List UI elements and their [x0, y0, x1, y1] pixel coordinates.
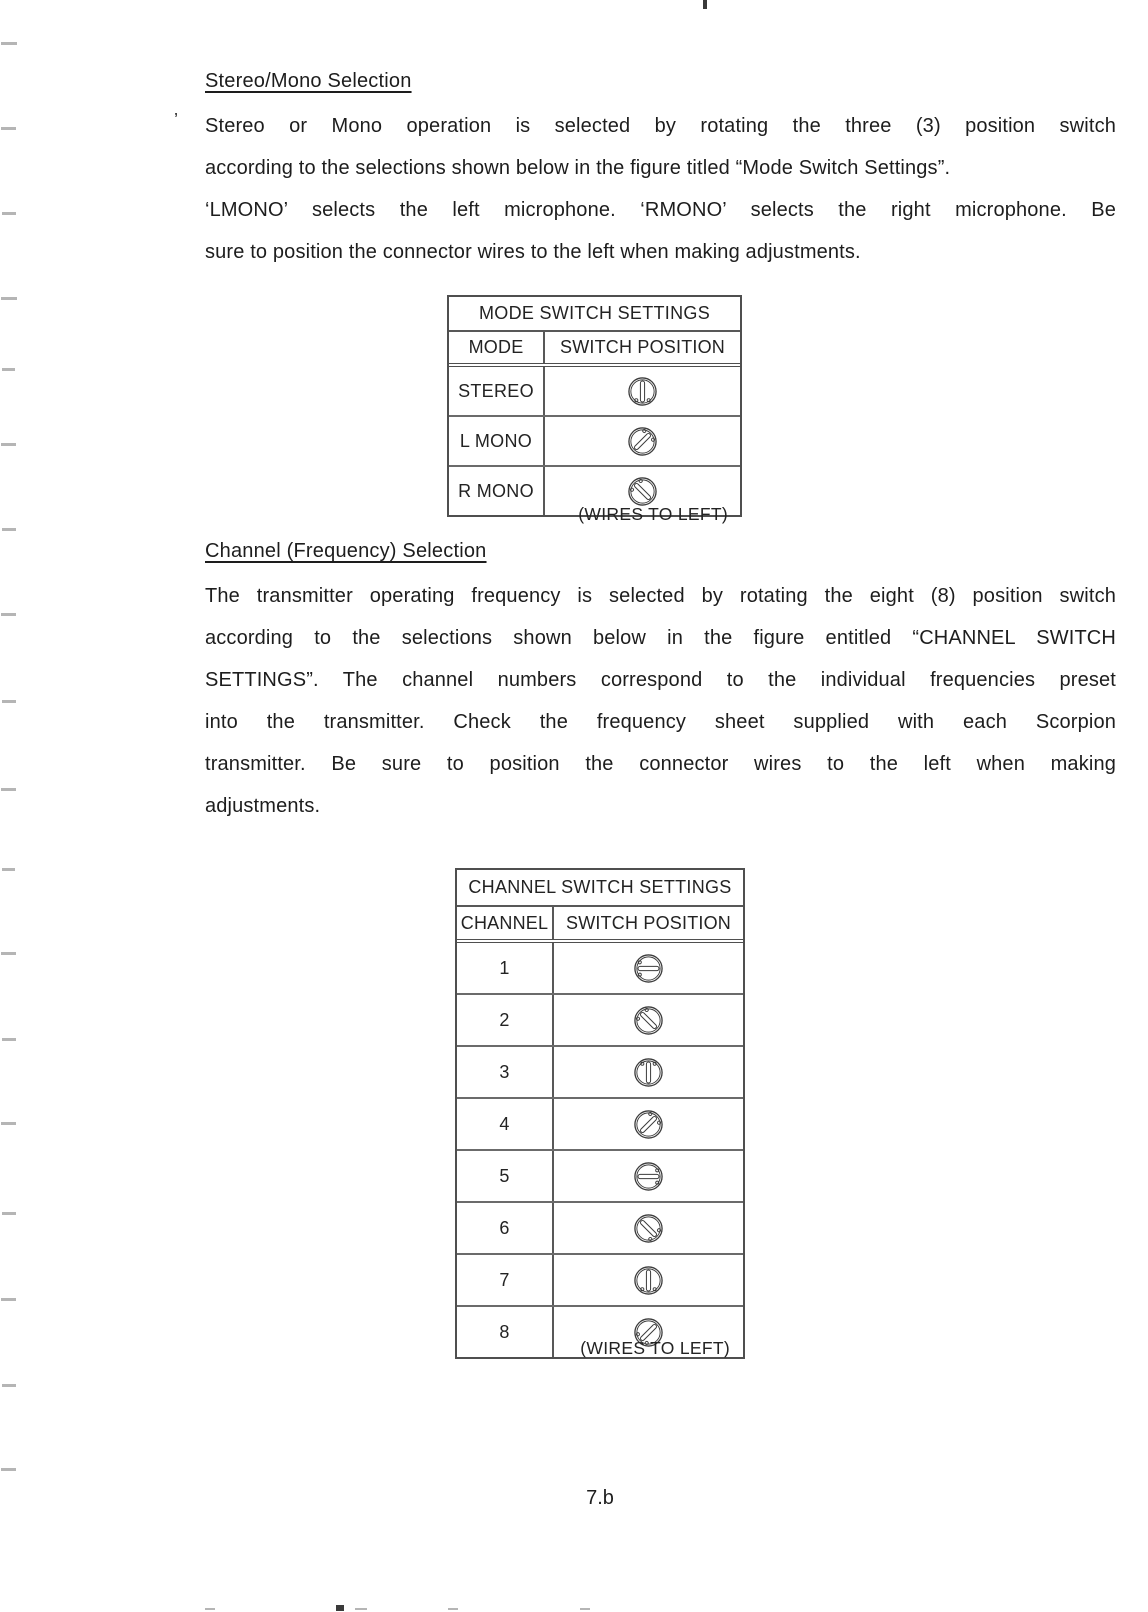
channel-table-title: CHANNEL SWITCH SETTINGS: [457, 870, 743, 907]
row-label: 2: [457, 995, 554, 1045]
rotary-switch-icon: [630, 950, 667, 987]
paragraph-stereo-mono: [205, 105, 1116, 273]
scan-artifact: [448, 1608, 458, 1610]
channel-table-header: [457, 907, 743, 943]
scan-artifact: [205, 1608, 215, 1610]
scan-artifact: [1, 297, 17, 300]
switch-position-cell: [554, 995, 743, 1045]
scan-artifact: [2, 1384, 16, 1387]
row-label: R MONO: [449, 467, 545, 515]
scan-artifact: [1, 127, 16, 130]
mode-table-col-mode: MODE: [449, 332, 545, 363]
switch-position-cell: [545, 367, 740, 415]
paragraph-line: The transmitter operating frequency is selected by rotating the eight (8) position switch: [205, 585, 1116, 607]
scan-artifact: [2, 1212, 16, 1215]
scan-artifact: [580, 1608, 590, 1610]
switch-position-cell: [554, 1047, 743, 1097]
channel-table-body: [457, 943, 743, 1357]
switch-position-cell: [554, 1255, 743, 1305]
mode-table-title: MODE SWITCH SETTINGS: [449, 297, 740, 332]
rotary-switch-icon: [630, 1002, 667, 1039]
paragraph-line: transmitter. Be sure to position the connector wires to the left when making: [205, 753, 1116, 775]
scan-artifact: [2, 700, 16, 703]
row-label: L MONO: [449, 417, 545, 465]
scan-artifact: [1, 952, 16, 955]
rotary-switch-icon: [630, 1262, 667, 1299]
row-label: 6: [457, 1203, 554, 1253]
paragraph-line: Stereo or Mono operation is selected by rotating the three (3) position switch: [205, 115, 1116, 137]
row-label: 4: [457, 1099, 554, 1149]
paragraph-line: sure to position the connector wires to the left when making adjustments.: [205, 241, 861, 263]
paragraph-line: adjustments.: [205, 795, 321, 817]
rotary-switch-icon: [624, 373, 661, 410]
channel-table-footnote: (WIRES TO LEFT): [580, 1338, 730, 1358]
channel-table-col-switch-position: SWITCH POSITION: [566, 912, 731, 933]
scan-artifact: [2, 528, 16, 531]
scan-artifact: [2, 212, 16, 215]
channel-switch-settings-table: [455, 868, 745, 1359]
switch-position-cell: [554, 1203, 743, 1253]
row-label: 1: [457, 943, 554, 993]
table-row: [457, 1151, 743, 1203]
paragraph-line: into the transmitter. Check the frequency sheet supplied with each Scorpion: [205, 711, 1116, 733]
rotary-switch-icon: [630, 1158, 667, 1195]
mode-table-col-switch-position: SWITCH POSITION: [560, 337, 725, 357]
page-number: 7.b: [586, 1487, 614, 1509]
paragraph-line: SETTINGS”. The channel numbers correspond to the individual frequencies preset: [205, 669, 1116, 691]
scan-artifact: [2, 1038, 16, 1041]
table-row: [457, 1099, 743, 1151]
paragraph-line: ‘LMONO’ selects the left microphone. ‘RMONO’ selects the right microphone. Be: [205, 199, 1116, 221]
row-label: 3: [457, 1047, 554, 1097]
scan-artifact: [1, 788, 16, 791]
rotary-switch-icon: [630, 1106, 667, 1143]
rotary-switch-icon: [630, 1054, 667, 1091]
table-row: [457, 943, 743, 995]
scan-artifact: [2, 368, 15, 371]
scan-artifact: [2, 868, 15, 871]
section-heading-stereo-mono: Stereo/Mono Selection: [205, 70, 412, 92]
rotary-switch-icon: [624, 423, 661, 460]
row-label: STEREO: [449, 367, 545, 415]
stray-mark: ’: [174, 110, 178, 130]
scan-artifact: [1, 1468, 16, 1471]
mode-table-header: [449, 332, 740, 367]
paragraph-line: according to the selections shown below in the figure entitled “CHANNEL SWITCH: [205, 627, 1116, 649]
row-label: 7: [457, 1255, 554, 1305]
channel-table-col-channel: CHANNEL: [457, 907, 554, 939]
row-label: 5: [457, 1151, 554, 1201]
scan-artifact: [1, 1122, 16, 1125]
scan-artifact: [1, 613, 16, 616]
table-row: [449, 417, 740, 467]
table-row: [457, 1255, 743, 1307]
mode-switch-settings-table: [447, 295, 742, 517]
switch-position-cell: [545, 417, 740, 465]
switch-position-cell: [554, 943, 743, 993]
table-row: [457, 1047, 743, 1099]
scan-artifact: [355, 1608, 367, 1610]
section-heading-channel-selection: Channel (Frequency) Selection: [205, 540, 487, 562]
switch-position-cell: [554, 1099, 743, 1149]
mode-table-footnote: (WIRES TO LEFT): [578, 504, 728, 524]
paragraph-line: according to the selections shown below in the figure titled “Mode Switch Settings”.: [205, 157, 951, 179]
table-row: [449, 367, 740, 417]
table-row: [457, 995, 743, 1047]
switch-position-cell: [554, 1151, 743, 1201]
scan-artifact: [336, 1605, 344, 1611]
table-row: [457, 1203, 743, 1255]
scan-artifact: [1, 1298, 16, 1301]
scan-artifact: [1, 443, 16, 446]
paragraph-channel-selection: [205, 575, 1116, 827]
row-label: 8: [457, 1307, 554, 1357]
mode-table-body: [449, 367, 740, 515]
scan-artifact: [703, 0, 707, 9]
scan-artifact: [1, 42, 17, 45]
rotary-switch-icon: [630, 1210, 667, 1247]
